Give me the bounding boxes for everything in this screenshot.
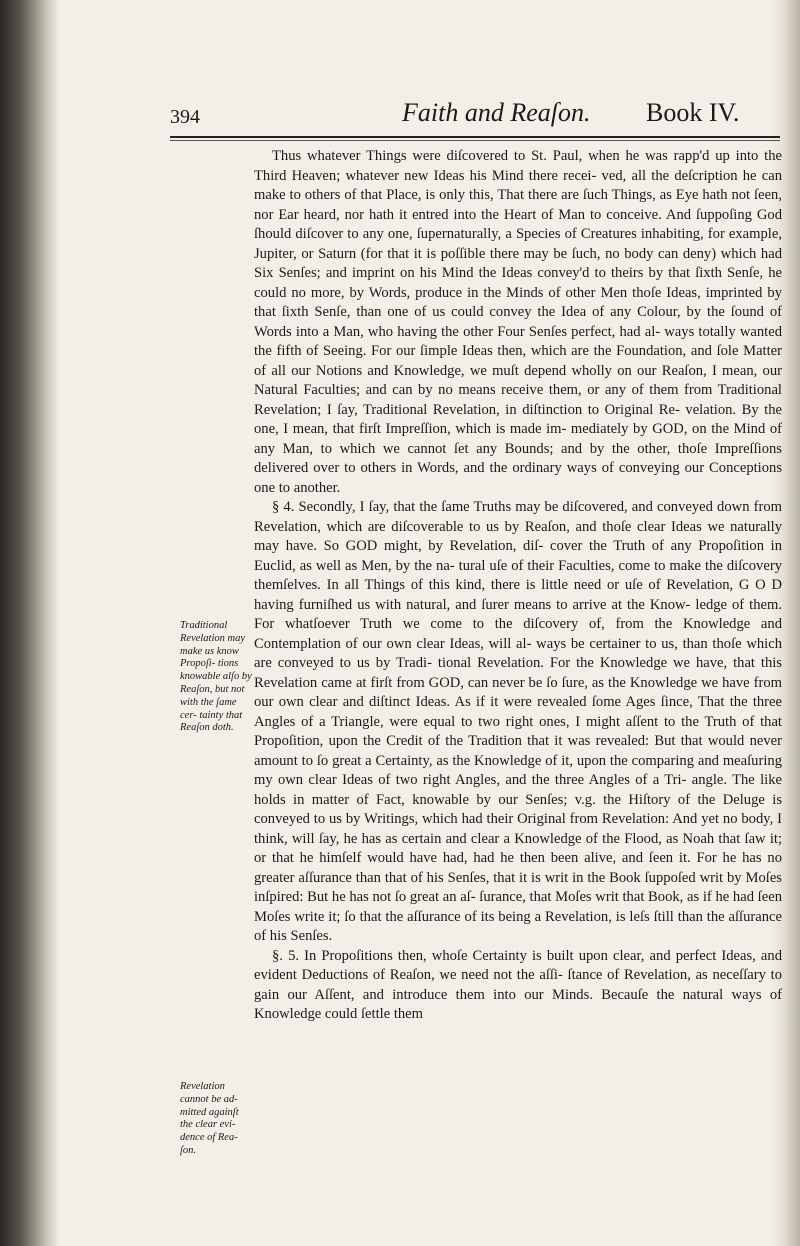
book-label: Book IV. — [646, 98, 740, 127]
marginal-note-traditional-revelation: Traditional Revelation may make us know Propoſi- tions knowable alſo by Reaſon, but not with the ſame cer- tainty that Reaſon doth. — [180, 620, 252, 734]
paragraph-third-heaven: Thus whatever Things were diſcovered to St. Paul, when he was rapp'd up into the Third Heaven; whatever new Ideas his Mind there recei- ved, all the deſcription he can make to others of that Place, is only this, That there are ſuch Things, as Eye hath not ſeen, nor Ear heard, nor hath it entred into the Heart of Man to conceive. And ſuppoſing God ſhould diſcover to any one, ſupernaturally, a Species of Creatures inhabiting, for example, Jupiter, or Saturn (for that it is poſſible there may be ſuch, no body can deny) which had Six Senſes; and imprint on his Mind the Ideas convey'd to theirs by that ſixth Senſe, he could no more, by Words, produce in the Minds of other Men thoſe Ideas, imprinted by that ſixth Senſe, than one of us could convey the Idea of any Colour, by the ſound of Words into a Man, who having the other Four Senſes perfect, had al- ways totally wanted the fifth of Seeing. For our ſimple Ideas then, which are the Foundation, and ſole Matter of all our Notions and Knowledge, we muſt depend wholly on our Reaſon, I mean, our Natural Faculties; and can by no means receive them, or any of them from Traditional Revelation; I ſay, Traditional Revelation, in diſtinction to Original Re- velation. By the one, I mean, that firſt Impreſſion, which is made im- mediately by GOD, on the Mind of any Man, to which we cannot ſet any Bounds; and by the other, thoſe Impreſſions delivered over to others in Words, and the ordinary ways of conveying our Conceptions one to another. — [254, 148, 782, 496]
body-text — [254, 147, 782, 1025]
book-binding-shadow — [0, 0, 60, 1246]
page-number: 394 — [170, 106, 200, 128]
paragraph-section-5: §. 5. In Propoſitions then, whoſe Certainty is built upon clear, and perfect Ideas, and evident Deductions of Reaſon, we need not the aſſi- ſtance of Revelation, as neceſſary to gain our Aſſent, and introduce them into our Minds. Becauſe the natural ways of Knowledge could ſettle them — [254, 947, 782, 1022]
header-rule-thin — [170, 140, 780, 141]
running-title: Faith and Reaſon. — [402, 98, 591, 127]
header-rule — [170, 136, 780, 138]
running-header — [170, 92, 770, 132]
marginal-note-revelation-against-reason: Revelation cannot be ad- mitted againſt the clear evi- dence of Rea- ſon. — [180, 1081, 239, 1156]
paragraph-section-4: § 4. Secondly, I ſay, that the ſame Truths may be diſcovered, and conveyed down from Revelation, which are diſcoverable to us by Reaſon, and thoſe clear Ideas we naturally may have. So GOD might, by Revelation, diſ- cover the Truth of any Propoſition in Euclid, as well as Men, by the na- tural uſe of their Faculties, come to make the diſcovery themſelves. In all Things of this kind, there is little need or uſe of Revelation, G O D having furniſhed us with natural, and ſurer means to arrive at the Know- ledge of them. For whatſoever Truth we come to the diſcovery of, from the Knowledge and Contemplation of our own clear Ideas, will al- ways be certainer to us, than thoſe which are conveyed to us by Tradi- tional Revelation. For the Knowledge we have, that this Revelation came at firſt from GOD, can never be ſo ſure, as the Knowledge we have from our own clear and diſtinct Ideas. As if it were revealed ſome Ages ſince, That the three Angles of a Triangle, were equal to two right ones, I might aſſent to the Truth of that Propoſition, upon the Credit of the Tradition that it was revealed: But that would never amount to ſo great a Certainty, as the Knowledge of it, upon the comparing and meaſuring my own clear Ideas of two right Angles, and the three Angles of a Tri- angle. The like holds in matter of Fact, knowable by our Senſes; v.g. the Hiſtory of the Deluge is conveyed to us by Writings, which had their Original from Revelation: And yet no body, I think, will ſay, he has as certain and clear a Knowledge of the Flood, as Noah that ſaw it; or that he himſelf would have had, had he then been alive, and ſeen it. For he has no greater aſſurance than that of his Senſes, that it is writ in the Book ſuppoſed writ by Moſes inſpired: But he has not ſo great an aſ- ſurance, that Moſes writ that Book, as if he had ſeen Moſes write it; ſo that the aſſurance of its being a Revelation, is leſs ſtill than the aſſurance of his Senſes. — [254, 499, 782, 944]
